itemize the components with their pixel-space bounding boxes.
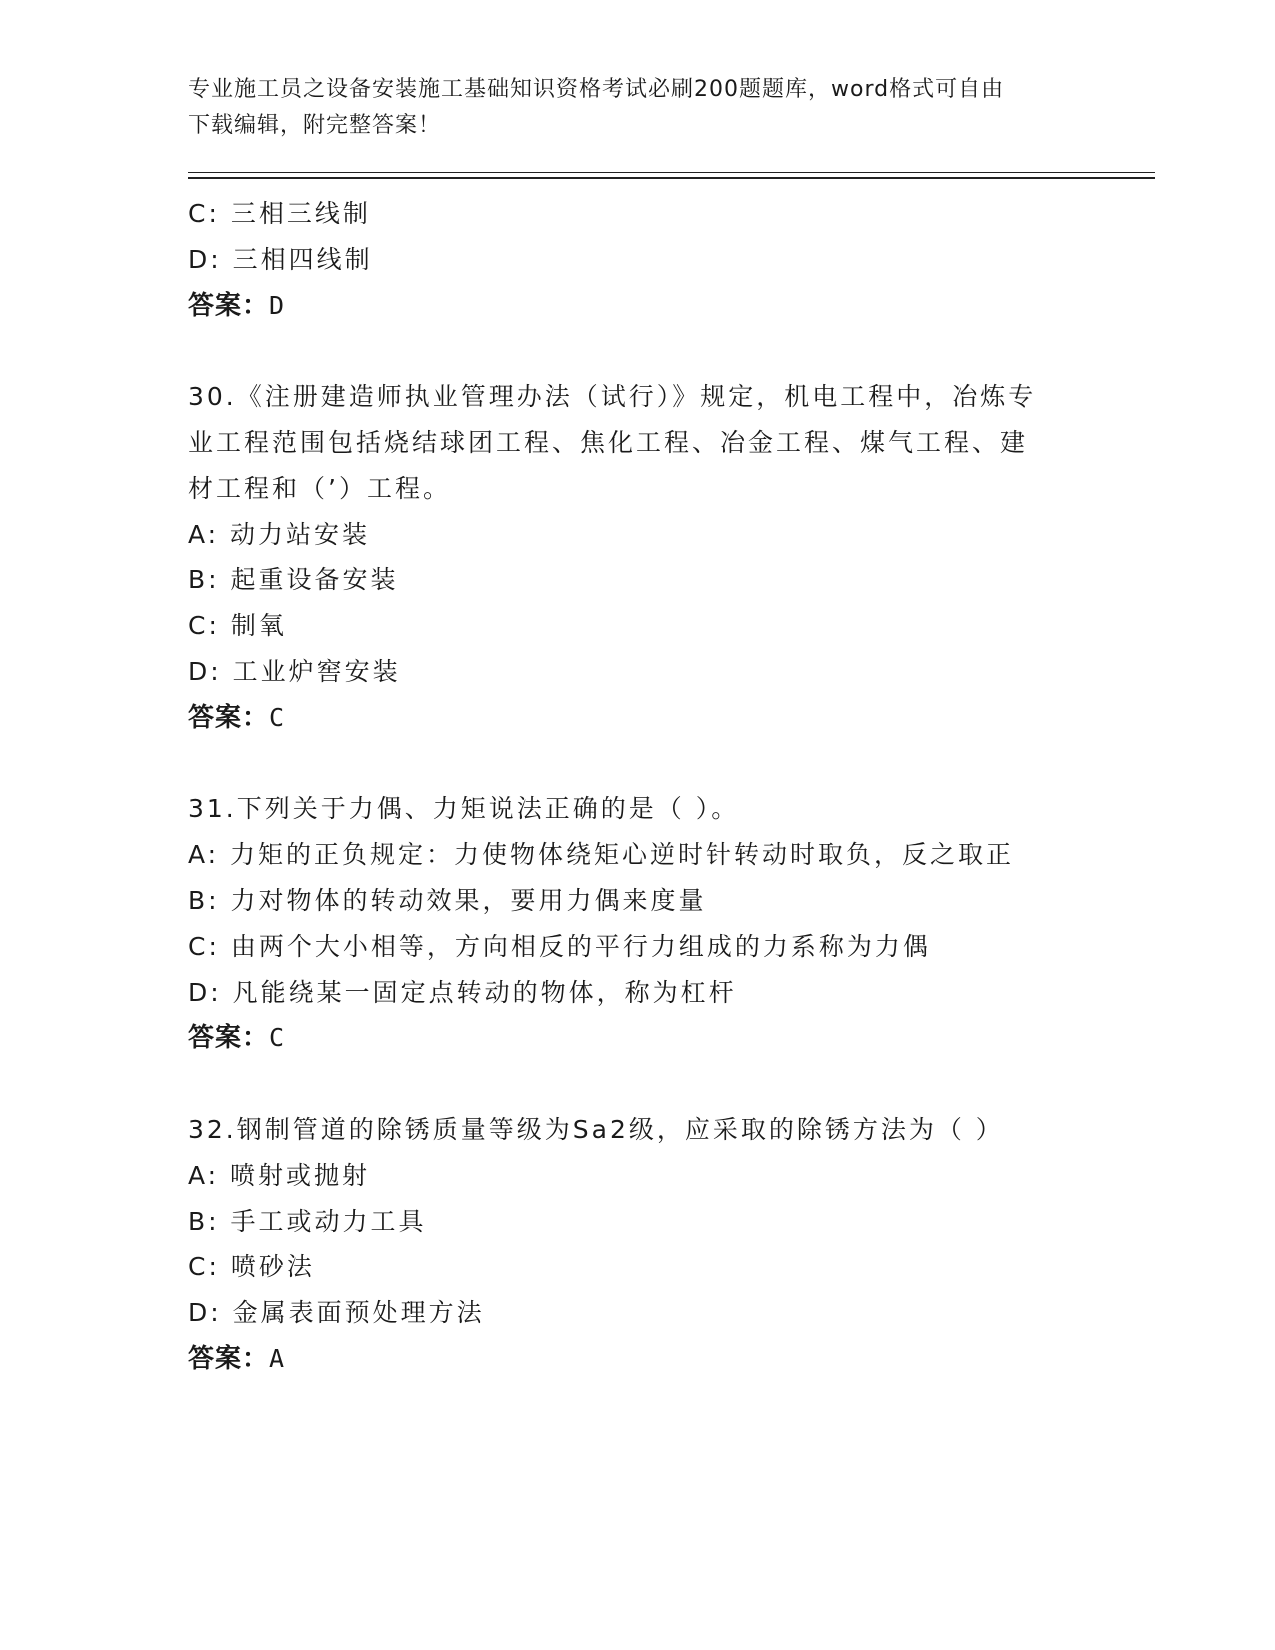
header-line-2: 下载编辑，附完整答案！ bbox=[188, 113, 442, 138]
answer-value: D bbox=[269, 290, 286, 320]
answer-label: 答案： bbox=[188, 289, 270, 320]
header-rule-bottom bbox=[188, 177, 1155, 179]
option-d: D: 金属表面预处理方法 bbox=[188, 1298, 485, 1328]
answer-line bbox=[188, 283, 1088, 329]
spacer bbox=[188, 1061, 1088, 1107]
document-body bbox=[188, 191, 1088, 1382]
question-stem-line: 30.《注册建造师执业管理办法（试行）》规定，机电工程中，冶炼专 bbox=[188, 382, 1037, 412]
question-stem-line: 业工程范围包括烧结球团工程、焦化工程、冶金工程、煤气工程、建 bbox=[188, 427, 1029, 457]
option-a: A: 力矩的正负规定：力使物体绕矩心逆时针转动时取负，反之取正 bbox=[188, 840, 1015, 870]
answer-line bbox=[188, 1336, 1088, 1382]
option-c: C: 由两个大小相等，方向相反的平行力组成的力系称为力偶 bbox=[188, 931, 931, 961]
question-31 bbox=[188, 786, 1088, 1061]
option-b: B: 起重设备安装 bbox=[188, 565, 399, 595]
option-d: D: 工业炉窖安装 bbox=[188, 656, 401, 686]
answer-line bbox=[188, 1015, 1088, 1061]
answer-value: A bbox=[269, 1343, 286, 1373]
answer-value: C bbox=[269, 702, 286, 732]
answer-label: 答案： bbox=[188, 1342, 270, 1373]
question-stem-line: 材工程和（’）工程。 bbox=[188, 473, 451, 503]
option-c: C: 制氧 bbox=[188, 611, 287, 641]
option-c: C: 三相三线制 bbox=[188, 199, 371, 228]
option-b: B: 手工或动力工具 bbox=[188, 1206, 427, 1236]
answer-label: 答案： bbox=[188, 701, 270, 732]
option-a: A: 喷射或抛射 bbox=[188, 1160, 371, 1190]
spacer bbox=[188, 328, 1088, 374]
option-b: B: 力对物体的转动效果，要用力偶来度量 bbox=[188, 885, 707, 915]
option-d: D: 三相四线制 bbox=[188, 244, 373, 274]
header-line-1: 专业施工员之设备安装施工基础知识资格考试必刷200题题库，word格式可自由 bbox=[188, 77, 1005, 102]
header-rule-top bbox=[188, 172, 1155, 173]
question-32 bbox=[188, 1107, 1088, 1382]
option-d: D: 凡能绕某一固定点转动的物体，称为杠杆 bbox=[188, 977, 737, 1007]
document-header bbox=[188, 72, 1068, 144]
answer-label: 答案： bbox=[188, 1022, 270, 1053]
answer-line bbox=[188, 695, 1088, 741]
continued-question bbox=[188, 191, 1088, 328]
question-stem-line: 31.下列关于力偶、力矩说法正确的是（ ）。 bbox=[188, 794, 740, 824]
question-30 bbox=[188, 374, 1088, 740]
question-stem-line: 32.钢制管道的除锈质量等级为Sa2级，应采取的除锈方法为（ ） bbox=[188, 1114, 1004, 1144]
spacer bbox=[188, 741, 1088, 787]
option-c: C: 喷砂法 bbox=[188, 1252, 315, 1282]
answer-value: C bbox=[269, 1023, 286, 1053]
option-a: A: 动力站安装 bbox=[188, 519, 371, 549]
